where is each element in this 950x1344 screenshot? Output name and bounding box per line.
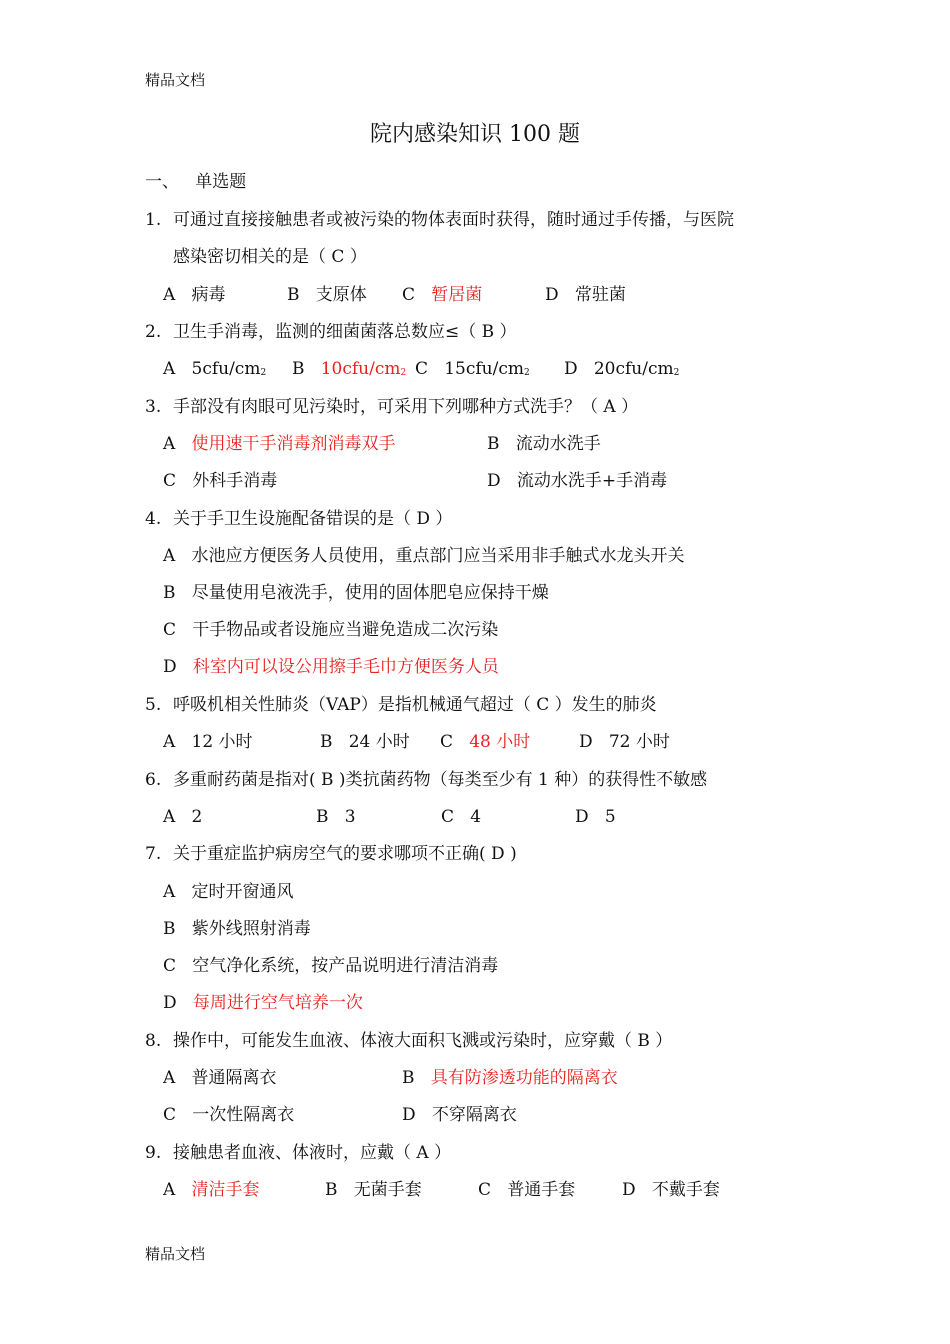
option-text: 普通手套 [507,1180,576,1200]
answer-option [163,469,277,493]
option-letter: A [163,1180,176,1200]
option-letter: A [163,546,176,566]
answer-option [402,1103,517,1127]
question-number: 9. [145,1143,162,1163]
option-letter: A [163,434,176,454]
option-letter: C [441,807,455,827]
option-letter: C [402,285,416,305]
option-text: 72 小时 [608,732,670,752]
section-label: 单选题 [195,172,247,192]
answer-option [564,357,679,385]
question-stem: 呼吸机相关性肺炎（VAP）是指机械通气超过（ C ）发生的肺炎 [173,695,657,715]
option-letter: B [320,732,333,752]
question-stem: 手部没有肉眼可见污染时，可采用下列哪种方式洗手？（ A ） [173,397,639,417]
answer-option [163,357,266,385]
page-footer-label: 精品文档 [145,1245,206,1263]
option-letter: B [316,807,329,827]
answer-option [487,432,601,456]
question-number: 7. [145,844,162,864]
option-letter: C [478,1180,492,1200]
option-letter: A [163,732,176,752]
correct-option-text: 科室内可以设公用擦手毛巾方便医务人员 [192,657,499,677]
answer-option [478,1178,575,1202]
correct-option-text: 具有防渗透功能的隔离衣 [430,1068,618,1088]
answer-option [163,954,498,978]
option-text: 普通隔离衣 [191,1068,277,1088]
option-letter: B [163,583,176,603]
unit-superscript: 2 [260,368,267,378]
option-letter: A [163,285,176,305]
option-letter: C [440,732,454,752]
answer-option [163,880,294,904]
page-header-label: 精品文档 [145,71,206,89]
answer-option [415,357,530,385]
answer-option [402,1066,618,1090]
option-letter: D [545,285,559,305]
option-letter: B [287,285,300,305]
option-text: 干手物品或者设施应当避免造成二次污染 [192,620,499,640]
option-letter: D [487,471,501,491]
option-letter: D [402,1105,416,1125]
option-letter: B [325,1180,338,1200]
option-text: 外科手消毒 [192,471,278,491]
answer-option [622,1178,720,1202]
unit-superscript: 2 [400,368,407,378]
option-text: 空气净化系统，按产品说明进行清洁消毒 [192,956,499,976]
answer-option [163,1178,260,1202]
answer-option [163,1103,294,1127]
correct-option-text: 使用速干手消毒剂消毒双手 [191,434,396,454]
option-letter: C [163,1105,177,1125]
question-stem: 操作中，可能发生血液、体液大面积飞溅或污染时，应穿戴（ B ） [173,1031,673,1051]
answer-option [163,432,396,456]
option-text: $20cfu/cm_2$ [593,359,680,379]
correct-option-text: 48 小时 [469,732,531,752]
option-text: 流动水洗手+手消毒 [516,471,668,491]
option-text: 定时开窗通风 [191,882,294,902]
answer-option [316,805,356,829]
question-stem-continued: 感染密切相关的是（ C ） [173,247,367,267]
option-text: 3 [344,807,356,827]
option-text: $5cfu/cm_2$ [191,359,267,379]
question-stem: 可通过直接接触患者或被污染的物体表面时获得，随时通过手传播，与医院 [173,210,734,230]
answer-option [325,1178,422,1202]
option-letter: C [163,471,177,491]
question-number: 8. [145,1031,162,1051]
question-number: 3. [145,397,162,417]
option-text: 12 小时 [191,732,253,752]
option-text: 紫外线照射消毒 [191,919,311,939]
question-stem: 接触患者血液、体液时，应戴（ A ） [173,1143,452,1163]
question-stem: 多重耐药菌是指对( B )类抗菌药物（每类至少有 1 种）的获得性不敏感 [173,770,708,790]
option-text: $15cfu/cm_2$ [444,359,530,379]
question-number: 1. [145,210,162,230]
option-letter: C [163,620,177,640]
question-stem: 关于重症监护病房空气的要求哪项不正确( D ) [173,844,517,864]
answer-option [320,730,410,754]
answer-option [163,655,499,679]
option-text: 流动水洗手 [515,434,601,454]
question-stem: 卫生手消毒，监测的细菌菌落总数应≤（ B ） [173,322,517,342]
answer-option [163,805,202,829]
option-letter: D [579,732,593,752]
answer-option [163,730,253,754]
option-letter: B [487,434,500,454]
option-text: 不戴手套 [651,1180,720,1200]
option-letter: D [163,993,177,1013]
correct-option-text: $10cfu/cm_2$ [320,359,407,379]
option-letter: A [163,359,176,379]
answer-option [441,805,481,829]
answer-option [487,469,667,493]
document-title: 院内感染知识 100 题 [370,122,580,147]
question-number: 4. [145,509,162,529]
section-number: 一、 [145,172,179,192]
question-number: 6. [145,770,162,790]
correct-option-text: 每周进行空气培养一次 [192,993,363,1013]
unit-superscript: 2 [524,368,530,378]
option-letter: A [163,1068,176,1088]
answer-option [163,283,226,307]
option-letter: B [163,919,176,939]
answer-option [287,283,367,307]
option-letter: D [622,1180,636,1200]
answer-option [402,283,482,307]
option-letter: A [163,882,176,902]
option-text: 一次性隔离衣 [192,1105,295,1125]
answer-option [579,730,670,754]
option-letter: B [292,359,305,379]
correct-option-text: 暂居菌 [431,285,483,305]
answer-option [575,805,616,829]
answer-option [545,283,626,307]
option-letter: B [402,1068,415,1088]
question-number: 2. [145,322,162,342]
answer-option [440,730,530,754]
option-text: 无菌手套 [353,1180,422,1200]
option-letter: C [163,956,177,976]
answer-option [163,544,685,568]
section-heading [145,170,246,194]
option-text: 尽量使用皂液洗手，使用的固体肥皂应保持干燥 [191,583,549,603]
option-text: 4 [470,807,482,827]
option-letter: D [564,359,578,379]
option-text: 水池应方便医务人员使用，重点部门应当采用非手触式水龙头开关 [191,546,685,566]
option-text: 支原体 [315,285,367,305]
option-text: 5 [604,807,616,827]
option-letter: D [163,657,177,677]
unit-superscript: 2 [673,368,680,378]
option-text: 常驻菌 [574,285,626,305]
option-text: 病毒 [191,285,226,305]
option-text: 不穿隔离衣 [431,1105,517,1125]
correct-option-text: 清洁手套 [191,1180,260,1200]
option-text: 24 小时 [348,732,410,752]
answer-option [163,581,549,605]
answer-option [292,357,406,385]
answer-option [163,618,498,642]
option-letter: C [415,359,429,379]
answer-option [163,991,363,1015]
question-stem: 关于手卫生设施配备错误的是（ D ） [173,509,453,529]
answer-option [163,917,311,941]
option-letter: D [575,807,589,827]
option-text: 2 [191,807,203,827]
option-letter: A [163,807,176,827]
answer-option [163,1066,277,1090]
question-number: 5. [145,695,162,715]
